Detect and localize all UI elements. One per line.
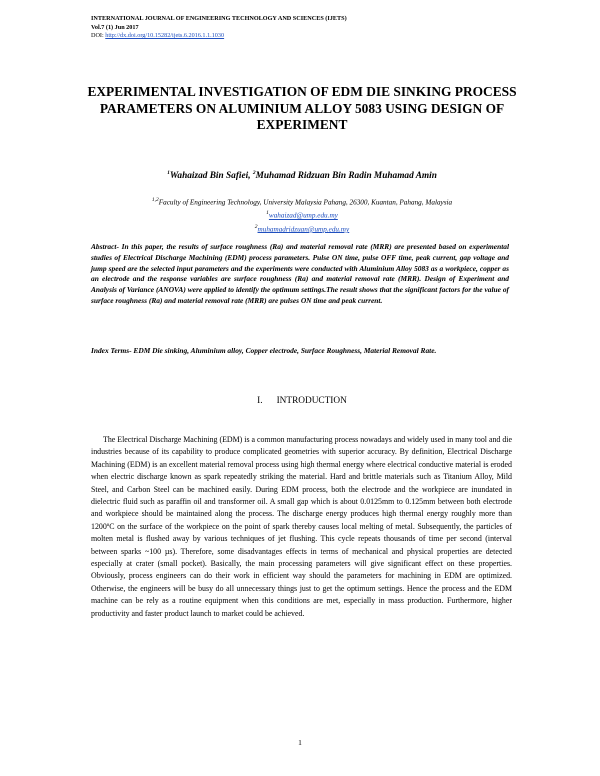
authors xyxy=(60,170,544,181)
journal-doi xyxy=(91,32,531,41)
affiliation-text: Faculty of Engineering Technology, University Malaysia Pahang, 26300, Kuantan, Pahang, Malaysia xyxy=(158,198,453,207)
email-link-2[interactable]: muhamadridzuan@ump.edu.my xyxy=(257,225,350,234)
section-number: I. xyxy=(257,396,263,406)
abstract: Abstract- In this paper, the results of surface roughness (Ra) and material removal rate (MRR) are presented based on experimental studies of Electrical Discharge Machining (EDM) process parameters. Pulse ON time, pulse OFF time, peak current, gap voltage and jump speed are the selected input parameters and the experiments were conducted with Aluminium Alloy 5083 as a workpiece, copper as an electrode and the response variables are surface roughness (Ra) and material removal rate (MRR). Design of Experiment and Analysis of Variance (ANOVA) were applied to identify the optimum settings.The result shows that the significant factors for the value of surface roughness (Ra) and material removal rate (MRR) are pulses ON time and peak current. xyxy=(91,242,509,305)
affiliation-line xyxy=(60,195,544,208)
doi-link[interactable]: http://dx.doi.org/10.15282/ijets.6.2016.1.1.1030 xyxy=(105,32,225,40)
doi-label: DOI: xyxy=(91,32,106,40)
journal-name: INTERNATIONAL JOURNAL OF ENGINEERING TECHNOLOGY AND SCIENCES (IJETS) xyxy=(91,15,347,22)
author2: Muhamad Ridzuan Bin Radin Muhamad Amin xyxy=(255,171,437,182)
page-number: 1 xyxy=(298,738,302,747)
index-terms: Index Terms- EDM Die sinking, Aluminium alloy, Copper electrode, Surface Roughness, Material Removal Rate. xyxy=(91,346,437,355)
affiliation xyxy=(60,195,544,235)
intro-paragraph: The Electrical Discharge Machining (EDM) is a common manufacturing process nowadays and widely used in many tool and die industries because of its capability to produce complicated geometries with superior accuracy. By definition, Electrical Discharge Machining (EDM) is an excellent material removal process using high thermal energy where electrical conductive material is eroded when electric discharge known as spark repeatedly striking the material. Hard and brittle materials such as Titanium Alloy, Mild Steel, and Carbon Steel can be machined easily. During EDM process, both the electrode and the workpiece are inundated in dielectric fluid such as paraffin oil and transformer oil. A small gap which is about 0.0125mm to 0.125mm between both electrode and workpiece should be maintained along the process. The discharge energy produces high thermal energy roughly more than 1200ºC on the surface of the workpiece on the point of spark thereby causes local melting of metal. Subsequently, the particles of molten metal is flushed away by various techniques of jet flushing. This cycle repeats thousands of time per second (interval between sparks ~100 µs). Therefore, some disadvantages effects in terms of mechanical and physical properties are detected especially at crater (small pocket). Basically, the main processing parameters will give significant effect on these properties. Obviously, process engineers can do their work in efficient way should the parameters for machining in EDM are optimized. Otherwise, the engineers will be busy do all unnecessary things just to get the optimum settings. Hence the process and the EDM machine can be rely as a routine equipment when this conditions are met, especially in mass production. Furthermore, higher productivity and faster product launch to market could be achieved. xyxy=(91,435,512,618)
author1-sup: 1 xyxy=(167,170,170,176)
author1: Wahaizad Bin Safiei, xyxy=(169,171,253,182)
author2-sup: 2 xyxy=(252,170,256,176)
affiliation-sup: 1,2 xyxy=(151,197,159,203)
email1-sup: 1 xyxy=(266,210,269,217)
email-line-2 xyxy=(60,222,544,235)
journal-header xyxy=(91,15,531,41)
section-heading xyxy=(60,396,544,406)
journal-volume: Vol.7 (1) Jun 2017 xyxy=(91,23,139,31)
email-link-1[interactable]: wahaizad@ump.edu.my xyxy=(268,211,338,220)
section-title: INTRODUCTION xyxy=(276,396,347,406)
paper-title: EXPERIMENTAL INVESTIGATION OF EDM DIE SINKING PROCESS PARAMETERS ON ALUMINIUM ALLOY 5083 USING DESIGN OF EXPERIMENT xyxy=(87,84,517,132)
email2-sup: 2 xyxy=(254,223,258,230)
email-line-1 xyxy=(60,208,544,221)
